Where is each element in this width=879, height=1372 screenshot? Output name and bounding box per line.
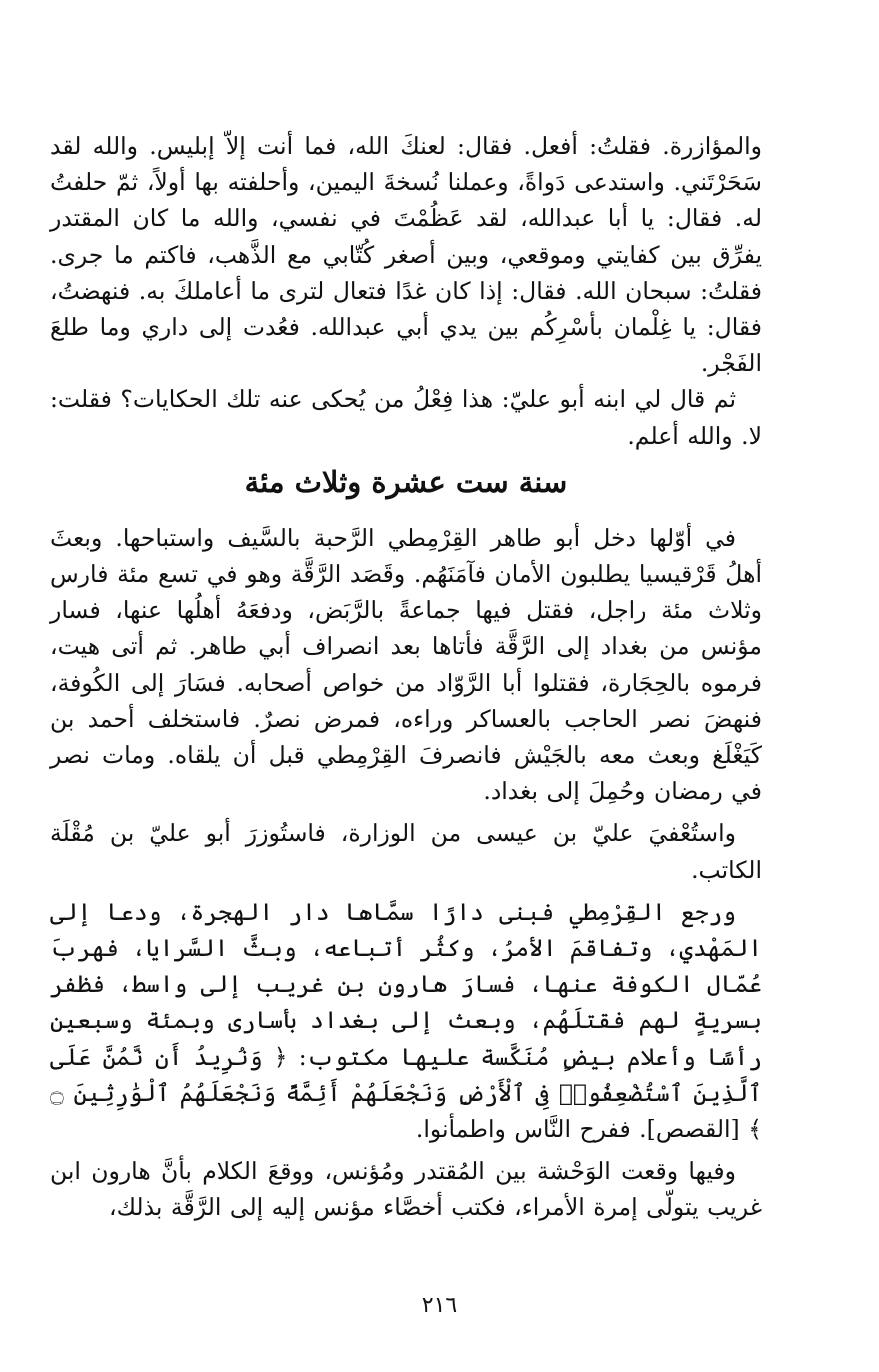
events-paragraph-4: وفيها وقعت الوَحْشة بين المُقتدر ومُؤنس، ووقعَ الكلام بأنَّ هارون ابن غريب يتولّى إمرة الأمراء، فكتب أخصَّاء مؤنس إليه إلى الرَّقَّة بذلك،	[50, 1157, 762, 1222]
page-number: ٢١٦	[421, 1293, 458, 1318]
events-paragraph-3-tail: [القصص]. ففرح النَّاس واطمأنوا.	[415, 1115, 740, 1144]
page-body	[50, 128, 762, 1308]
events-paragraph-3	[50, 894, 762, 1147]
intro-paragraph: والمؤازرة. فقلتُ: أفعل. فقال: لعنكَ الله، فما أنت إلاّ إبليس. والله لقد سَحَرْتَني. واستدعى دَواةً، وعملنا نُسخةَ اليمين، وأحلفته بها أولاً، ثمّ حلفتُ له. فقال: يا أبا عبدالله، لقد عَظُمْتَ في نفسي، والله ما كان المقتدر يفرِّق بين كفايتي وموقعي، وبين أصغر كُتّابي مع الذَّهب، فاكتم ما جرى. فقلتُ: سبحان الله. فقال: إذا كان غدًا فتعال لترى ما أعاملكَ به. فنهضتُ، فقال: يا غِلْمان بأسْرِكُم بين يدي أبي عبدالله. فعُدت إلى داري وما طلعَ الفَجْر.	[50, 132, 762, 378]
quran-verse: ﴿ وَنُرِيدُ أَن نَّمُنَّ عَلَى ٱلَّذِينَ ٱسْتُضْعِفُوا۟ فِى ٱلْأَرْضِ وَنَجْعَلَهُمْ أَئِمَّةً وَنَجْعَلَهُمُ ٱلْوَٰرِثِينَ ۝ ﴾	[50, 1042, 762, 1144]
events-paragraph-1: في أوّلها دخل أبو طاهر القِرْمِطي الرَّحبة بالسَّيف واستباحها. وبعثَ أهلُ قَرْقيسيا يطلبون الأمان فآمَنَهُم. وقَصَد الرَّقَّة وهو في تسع مئة فارس وثلاث مئة راجل، فقتل فيها جماعةً بالرَّبَض، ودفعَهُ أهلُها عنها، فسار مؤنس من بغداد إلى الرَّقَّة فأتاها بعد انصراف أبي طاهر. ثم أتى هيت، فرموه بالحِجَارة، فقتلوا أبا الرَّوّاد من خواص أصحابه. فسَارَ إلى الكُوفة، فنهضَ نصر الحاجب بالعساكر وراءه، فمرض نصرٌ. فاستخلف أحمد بن كَيَغْلَغ وبعث معه بالجَيْش فانصرفَ القِرْمِطي قبل أن يلقاه. ومات نصر في رمضان وحُمِلَ إلى بغداد.	[50, 523, 762, 806]
events-paragraph-2: واستُعْفيَ عليّ بن عيسى من الوزارة، فاستُوزرَ أبو عليّ بن مُقْلَة الكاتب.	[50, 819, 762, 884]
question-paragraph: ثم قال لي ابنه أبو عليّ: هذا فِعْلُ من يُحكى عنه تلك الحكايات؟ فقلت: لا. والله أعلم.	[50, 385, 762, 450]
section-heading: سنة ست عشرة وثلاث مئة	[244, 464, 568, 499]
events-paragraph-3-text: ورجع القِرْمِطي فبنى دارًا سمَّاها دار الهجرة، ودعا إلى المَهْدي، وتفاقمَ الأمرُ، وكثُر أتباعه، وبثَّ السَّرايا، فهربَ عُمّال الكوفة عنها، فسارَ هارون بن غريب إلى واسط، فظفر بسريةٍ لهم فقتلَهُم، وبعث إلى بغداد بأسارى وبمئة وسبعين رأسًا وأعلام بيضٍ مُنَكَّسة عليها مكتوب:	[50, 897, 762, 1071]
